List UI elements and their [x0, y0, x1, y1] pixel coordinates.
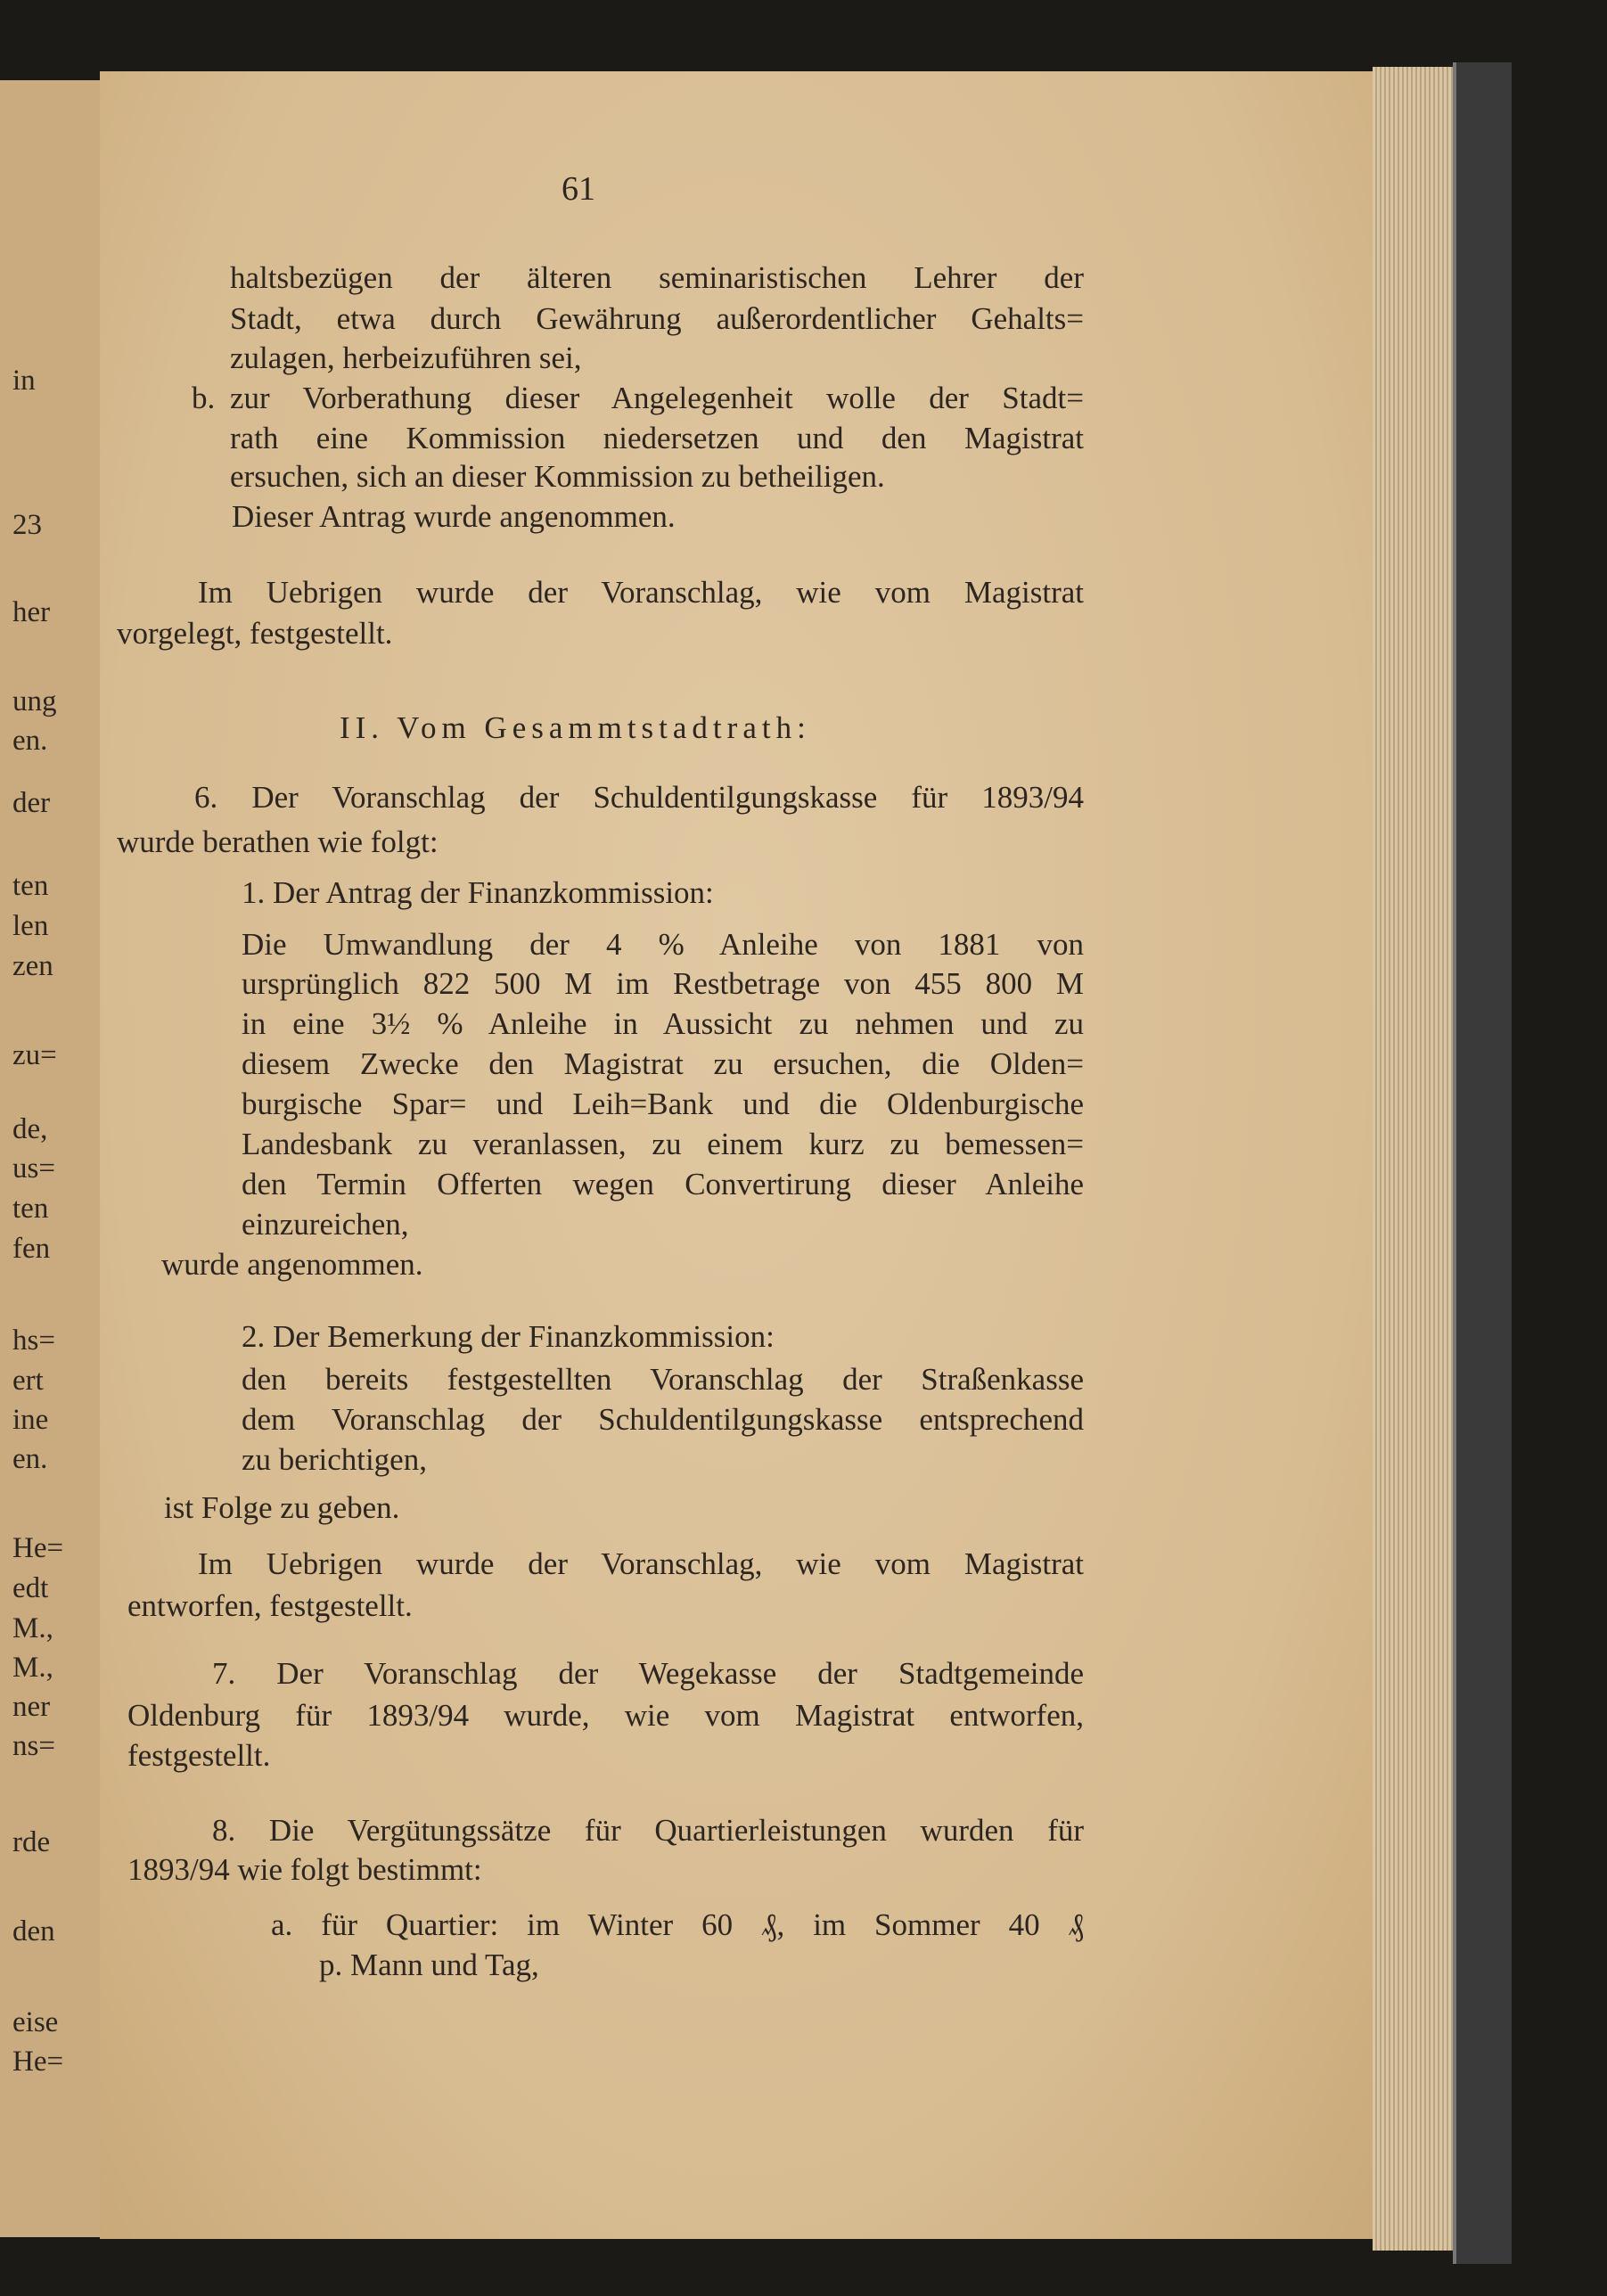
margin-fragment: den — [12, 1915, 55, 1948]
margin-fragment: fen — [12, 1233, 51, 1265]
text-line: Dieser Antrag wurde angenommen. — [232, 499, 676, 534]
text-line: zur Vorberathung dieser Angelegenheit wolle der Stadt= — [230, 381, 1084, 415]
margin-fragment: ten — [12, 1193, 49, 1225]
text-line: haltsbezügen der älteren seminaristischen Lehrer der — [230, 260, 1084, 295]
book-cover — [1453, 62, 1512, 2264]
margin-fragment: hs= — [12, 1324, 55, 1357]
text-line: den bereits festgestellten Voranschlag der Straßenkasse — [242, 1362, 1084, 1397]
text-line: Landesbank zu veranlassen, zu einem kurz zu bemessen= — [242, 1127, 1084, 1161]
text-line: zu berichtigen, — [242, 1442, 427, 1477]
margin-fragment: us= — [12, 1152, 55, 1185]
text-line: diesem Zwecke den Magistrat zu ersuchen, die Olden= — [242, 1046, 1084, 1081]
page-number: 61 — [562, 170, 595, 208]
margin-fragment: zu= — [12, 1039, 57, 1071]
margin-fragment: en. — [12, 725, 48, 757]
margin-fragment: her — [12, 596, 51, 628]
text-line: burgische Spar= und Leih=Bank und die Oldenburgische — [242, 1086, 1084, 1121]
text-line: ist Folge zu geben. — [164, 1490, 400, 1525]
text-line: den Termin Offerten wegen Convertirung dieser Anleihe — [242, 1167, 1084, 1201]
margin-fragment: ner — [12, 1691, 51, 1723]
text-line: Stadt, etwa durch Gewährung außerordentlicher Gehalts= — [230, 301, 1084, 336]
margin-fragment: ung — [12, 685, 57, 718]
margin-fragment: zen — [12, 950, 53, 982]
text-line: a. für Quartier: im Winter 60 ₰, im Sommer 40 ₰ — [271, 1907, 1084, 1942]
margin-fragment: ten — [12, 870, 49, 902]
text-line: Im Uebrigen wurde der Voranschlag, wie vom Magistrat — [198, 575, 1084, 610]
margin-fragment: rde — [12, 1826, 51, 1858]
text-line: in eine 3½ % Anleihe in Aussicht zu nehmen und zu — [242, 1006, 1084, 1041]
margin-fragment: eise — [12, 2006, 59, 2038]
text-line: Oldenburg für 1893/94 wurde, wie vom Magistrat entworfen, — [127, 1698, 1084, 1733]
text-line: Im Uebrigen wurde der Voranschlag, wie vom Magistrat — [198, 1546, 1084, 1581]
margin-fragment: M., — [12, 1652, 53, 1684]
margin-fragment: He= — [12, 1532, 64, 1564]
text-line: vorgelegt, festgestellt. — [117, 616, 393, 651]
text-line: 7. Der Voranschlag der Wegekasse der Stadtgemeinde — [212, 1656, 1084, 1691]
text-line: 8. Die Vergütungssätze für Quartierleistungen wurden für — [212, 1813, 1084, 1848]
text-line: rath eine Kommission niedersetzen und den Magistrat — [230, 421, 1084, 455]
text-line: 1893/94 wie folgt bestimmt: — [127, 1852, 482, 1887]
text-line: einzureichen, — [242, 1207, 409, 1242]
text-line: dem Voranschlag der Schuldentilgungskasse entsprechend — [242, 1402, 1084, 1437]
margin-fragment: ert — [12, 1365, 44, 1397]
margin-fragment: len — [12, 910, 49, 942]
margin-fragment: der — [12, 787, 51, 819]
page-edges — [1373, 67, 1457, 2251]
margin-fragment: He= — [12, 2046, 64, 2078]
margin-fragment: ine — [12, 1404, 49, 1436]
text-line: ursprünglich 822 500 M im Restbetrage von 455 800 M — [242, 966, 1084, 1001]
margin-fragment: 23 — [12, 509, 42, 541]
list-marker: b. — [192, 381, 216, 415]
margin-fragment: M., — [12, 1612, 53, 1644]
text-line: wurde angenommen. — [161, 1247, 423, 1282]
margin-fragment: edt — [12, 1572, 49, 1604]
text-line: wurde berathen wie folgt: — [117, 824, 439, 859]
margin-fragment: in — [12, 365, 36, 397]
previous-page-edge — [0, 80, 102, 2237]
text-line: 6. Der Voranschlag der Schuldentilgungskasse für 1893/94 — [194, 780, 1084, 815]
section-heading: II. Vom Gesammtstadtrath: — [340, 710, 811, 745]
text-line: zulagen, herbeizuführen sei, — [230, 340, 582, 375]
margin-fragment: ns= — [12, 1730, 55, 1762]
text-line: ersuchen, sich an dieser Kommission zu betheiligen. — [230, 459, 885, 494]
text-line: 2. Der Bemerkung der Finanzkommission: — [242, 1319, 775, 1354]
text-line: 1. Der Antrag der Finanzkommission: — [242, 875, 714, 910]
text-line: p. Mann und Tag, — [319, 1948, 539, 1982]
margin-fragment: de, — [12, 1113, 48, 1145]
text-line: Die Umwandlung der 4 % Anleihe von 1881 von — [242, 927, 1084, 962]
margin-fragment: en. — [12, 1443, 48, 1475]
text-line: entworfen, festgestellt. — [127, 1588, 413, 1623]
text-line: festgestellt. — [127, 1738, 271, 1773]
